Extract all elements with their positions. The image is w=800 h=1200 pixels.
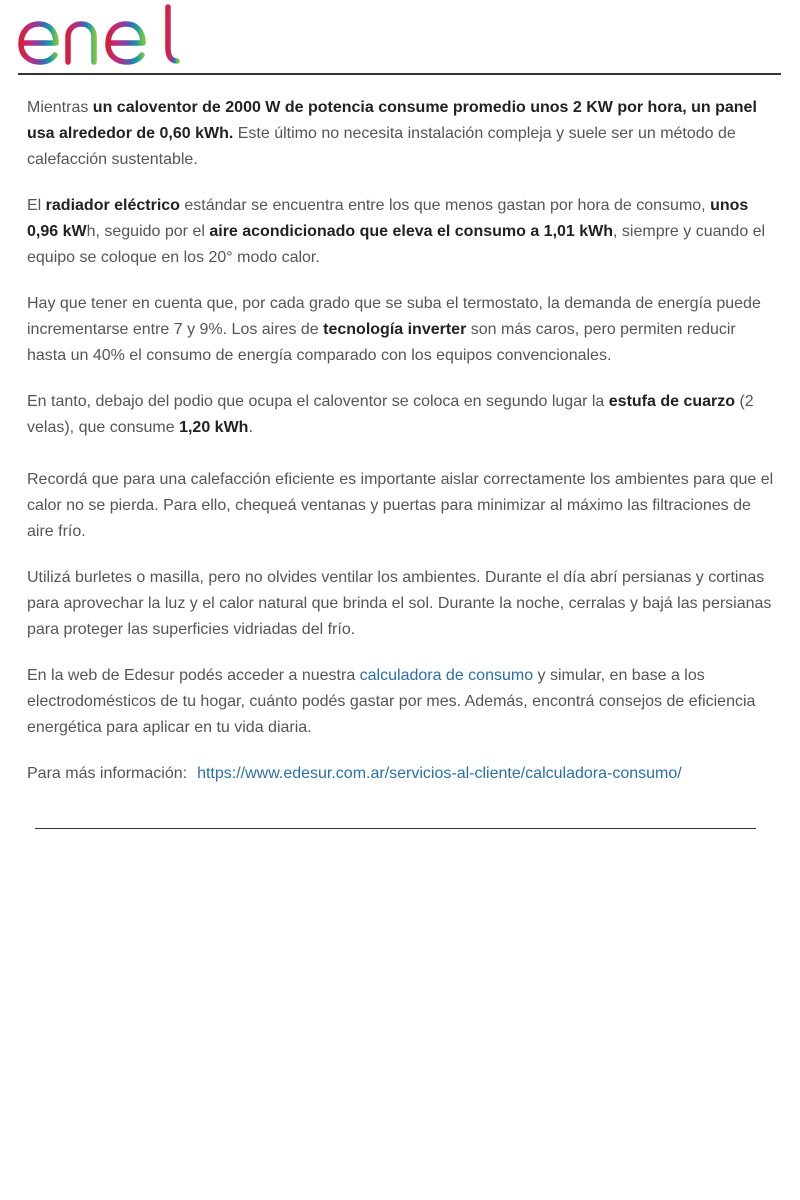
bold-text: unos 0,96 kW	[27, 197, 749, 240]
text: y simular, en base a los electrodomésticos de tu hogar, cuánto podés gastar por mes. Además, encontrá consejos de eficiencia energética para aplicar en tu vida diaria.	[27, 667, 756, 736]
paragraph-termostato	[27, 291, 777, 369]
header	[0, 0, 800, 76]
calculadora-url-link[interactable]: https://www.edesur.com.ar/servicios-al-cliente/calculadora-consumo/	[197, 765, 682, 782]
text: , siempre y cuando el equipo se coloque en los 20° modo calor.	[27, 223, 766, 266]
header-divider	[18, 73, 781, 75]
paragraph-radiador	[27, 193, 777, 271]
paragraph-aislar: Recordá que para una calefacción eficiente es importante aislar correctamente los ambientes para que el calor no se pierda. Para ello, chequeá ventanas y puertas para minimizar al máximo las filtraciones de aire frío.	[27, 471, 774, 540]
paragraph-estufa	[27, 389, 777, 441]
text: (2 velas), que consume	[27, 393, 754, 436]
text: h, seguido por el	[86, 223, 210, 240]
article-body	[27, 95, 777, 787]
more-info-row	[27, 761, 777, 787]
text: Hay que tener en cuenta que, por cada grado que se suba el termostato, la demanda de energía puede incrementarse entre 7 y 9%. Los aires de	[27, 295, 761, 338]
paragraph-edesur	[27, 663, 777, 741]
bold-text: aire acondicionado que eleva el consumo a 1,01 kWh	[209, 223, 614, 240]
text: .	[248, 419, 253, 436]
paragraph-burletes: Utilizá burletes o masilla, pero no olvides ventilar los ambientes. Durante el día abrí persianas y cortinas para aprovechar la luz y el calor natural que brinda el sol. Durante la noche, cerralas y bajá las persianas para proteger las superficies vidriadas del frío.	[27, 569, 772, 638]
text: estándar se encuentra entre los que menos gastan por hora de consumo,	[179, 197, 711, 214]
bold-text: radiador eléctrico	[45, 197, 180, 214]
text: El	[27, 197, 46, 214]
enel-logo-mark	[16, 4, 182, 66]
text: En tanto, debajo del podio que ocupa el caloventor se coloca en segundo lugar la	[27, 393, 609, 410]
enel-logo[interactable]	[16, 4, 182, 71]
calculadora-link[interactable]: calculadora de consumo	[359, 667, 534, 684]
more-info-label: Para más información:	[27, 765, 188, 782]
bold-text: 1,20 kWh	[179, 419, 249, 436]
text: son más caros, pero permiten reducir hasta un 40% el consumo de energía comparado con los equipos convencionales.	[27, 321, 736, 364]
text: Mientras	[27, 99, 93, 116]
text: Este último no necesita instalación compleja y suele ser un método de calefacción sustentable.	[27, 125, 736, 168]
bold-text: un caloventor de 2000 W de potencia consume promedio unos 2 KW por hora, un panel usa alrededor de 0,60 kWh.	[27, 99, 757, 142]
bold-text: tecnología inverter	[323, 321, 467, 338]
bold-text: estufa de cuarzo	[608, 393, 736, 410]
footer-divider	[35, 828, 756, 829]
text: En la web de Edesur podés acceder a nuestra	[27, 667, 360, 684]
paragraph-caloventor	[27, 95, 777, 173]
